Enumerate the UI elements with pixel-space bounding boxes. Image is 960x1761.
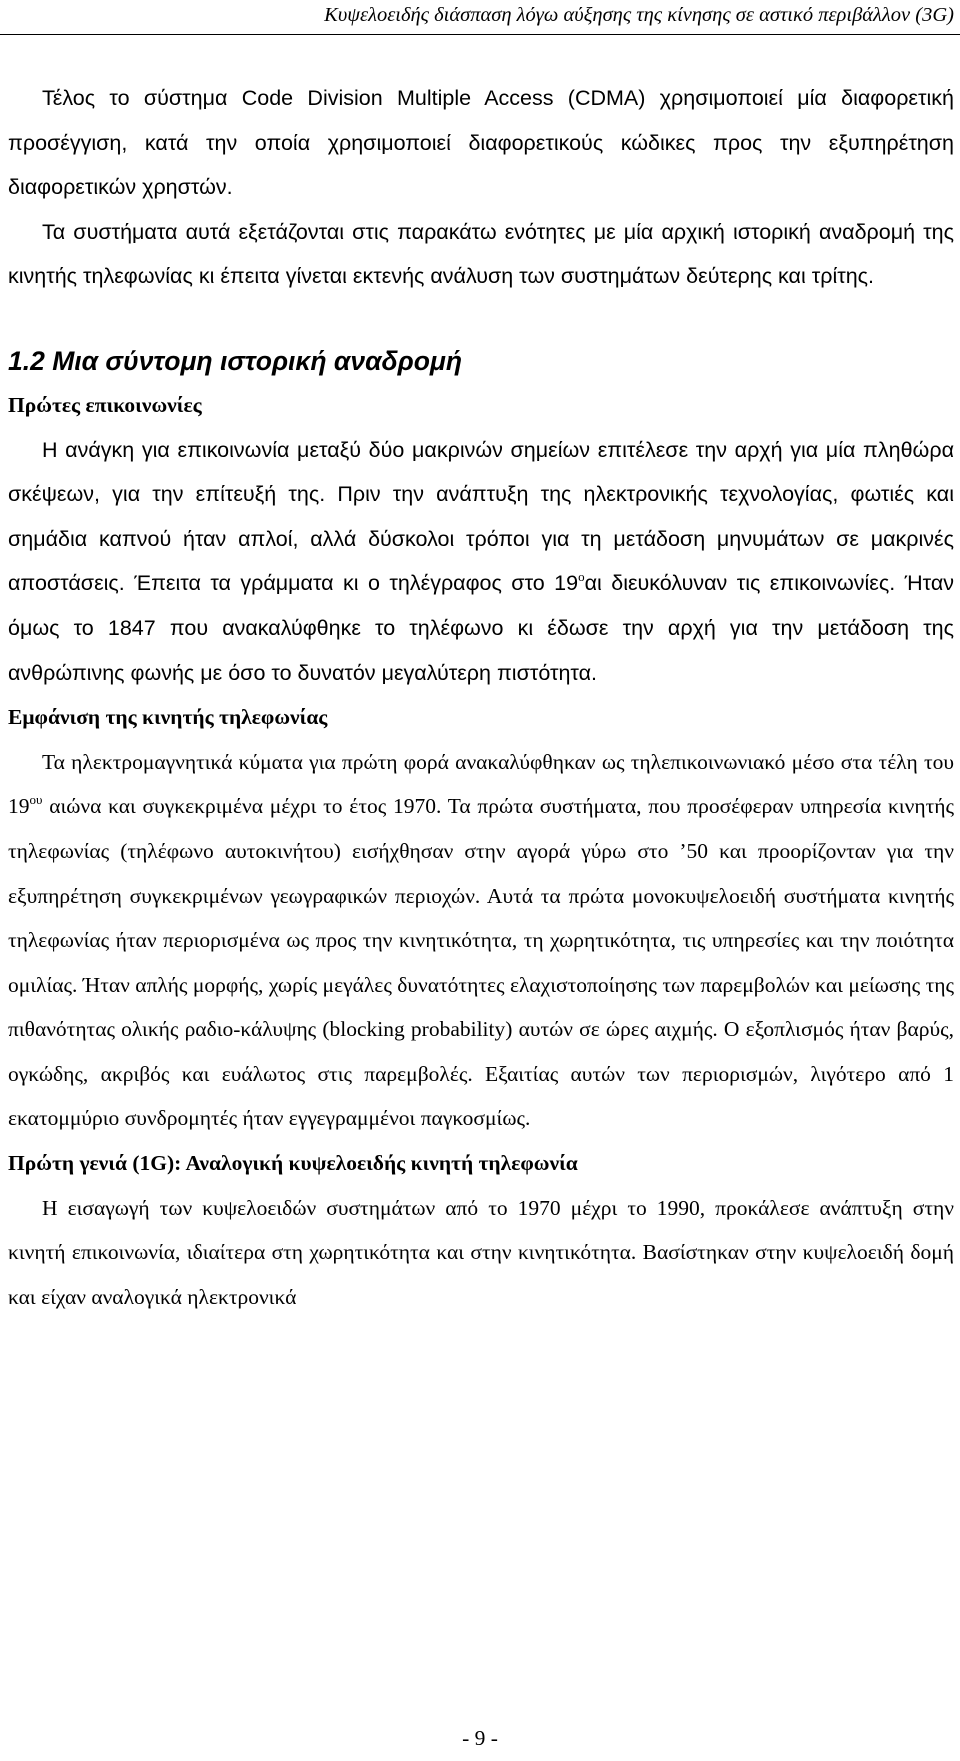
paragraph-first-generation: Η εισαγωγή των κυψελοειδών συστημάτων από το 1970 μέχρι το 1990, προκάλεσε ανάπτυξη στην κινητή επικοινωνία, ιδιαίτερα στη χωρητικότητα και στην κινητικότητα. Βασίστηκαν στην κυψελοειδή δομή και είχαν αναλογικά ηλεκτρονικά	[8, 1195, 954, 1309]
mobile-emergence-text-a: Τα ηλεκτρομαγνητικά κύματα για πρώτη φορά ανακαλύφθηκαν ως τηλεπικοινωνιακό μέσο στα τέλη του 19	[8, 749, 954, 819]
running-header: Κυψελοειδής διάσπαση λόγω αύξησης της κίνησης σε αστικό περιβάλλον (3G)	[324, 4, 954, 26]
paragraph-first-communications	[8, 428, 954, 696]
intro-paragraph-overview: Τα συστήματα αυτά εξετάζονται στις παρακάτω ενότητες με μία αρχική ιστορική αναδρομή της κινητής τηλεφωνίας κι έπειτα γίνεται εκτενής ανάλυση των συστημάτων δεύτερης και τρίτης.	[8, 219, 954, 289]
first-communications-text-b: αι διευκόλυναν τις επικοινωνίες. Ήταν όμως το 1847 που ανακαλύφθηκε το τηλέφωνο κι έδωσε την αρχή για την μετάδοση της ανθρώπινης φωνής με όσο το δυνατόν μεγαλύτερη πιστότητα.	[8, 571, 954, 685]
intro-paragraph-cdma: Τέλος το σύστημα Code Division Multiple Access (CDMA) χρησιμοποιεί μία διαφορετική προσέγγιση, κατά την οποία χρησιμοποιεί διαφορετικούς κώδικες προς την εξυπηρέτηση διαφορετικών χρηστών.	[8, 86, 954, 200]
header-rule	[0, 34, 960, 35]
page-number: - 9 -	[462, 1726, 498, 1750]
paragraph-mobile-emergence	[8, 740, 954, 1141]
mobile-emergence-superscript: ου	[29, 792, 43, 808]
mobile-emergence-text-b: αιώνα και συγκεκριμένα μέχρι το έτος 1970. Τα πρώτα συστήματα, που προσέφεραν υπηρεσία κινητής τηλεφωνίας (τηλέφωνο αυτοκινήτου) εισήχθησαν στην αγορά γύρω στο ’50 και προορίζονταν για την εξυπηρέτηση συγκεκριμένων γεωγραφικών περιοχών. Αυτά τα πρώτα μονοκυψελοειδή συστήματα κινητής τηλεφωνίας ήταν περιορισμένα ως προς την κινητικότητα, τη χωρητικότητα, τις υπηρεσίες και την ποιότητα ομιλίας. Ήταν απλής μορφής, χωρίς μεγάλες δυνατότητες ελαχιστοποίησης των παρεμβολών και μείωσης της πιθανότητας ολικής ραδιο-κάλυψης (blocking probability) αυτών σε ώρες αιχμής. Ο εξοπλισμός ήταν βαρύς, ογκώδης, ακριβός και ευάλωτος στις παρεμβολές. Εξαιτίας αυτών των περιορισμών, λιγότερο από 1 εκατομμύριο συνδρομητές ήταν εγγεγραμμένοι παγκοσμίως.	[8, 794, 954, 1131]
section-heading: 1.2 Μια σύντομη ιστορική αναδρομή	[8, 345, 463, 376]
first-communications-text-a: Η ανάγκη για επικοινωνία μεταξύ δύο μακρινών σημείων επιτέλεσε την αρχή για μία πληθώρα σκέψεων, για την επίτευξή της. Πριν την ανάπτυξη της ηλεκτρονικής τεχνολογίας, φωτιές και σημάδια καπνού ήταν απλοί, αλλά δύσκολοι τρόποι για τη μετάδοση μηνυμάτων σε μακρινές αποστάσεις. Έπειτα τα γράμματα κι ο τηλέγραφος στο 19	[8, 437, 954, 596]
subheading-first-generation: Πρώτη γενιά (1G): Αναλογική κυψελοειδής κινητή τηλεφωνία	[8, 1151, 578, 1176]
page-body	[8, 76, 954, 1319]
subheading-mobile-emergence: Εμφάνιση της κινητής τηλεφωνίας	[8, 705, 328, 730]
subheading-first-communications: Πρώτες επικοινωνίες	[8, 392, 202, 417]
first-communications-superscript: ο	[578, 569, 585, 585]
